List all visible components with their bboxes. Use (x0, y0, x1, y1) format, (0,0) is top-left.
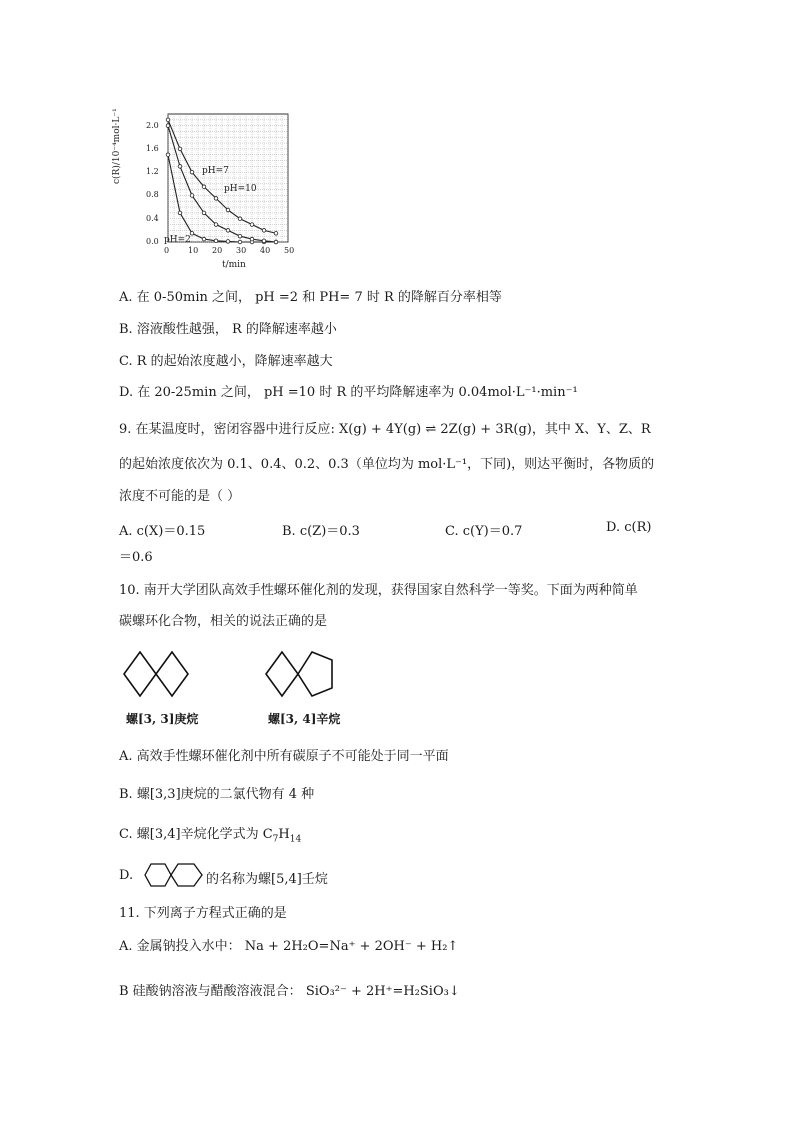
data-point-pH=10 (190, 170, 194, 174)
spiro-3-3-caption: 螺[3, 3]庚烷 (126, 712, 199, 726)
data-point-pH=10 (238, 217, 242, 221)
annotation-ph7: pH=7 (202, 166, 229, 176)
y-tick-label: 0.4 (146, 213, 159, 223)
x-tick-label: 40 (260, 246, 271, 255)
data-point-pH=7 (262, 239, 266, 243)
data-point-pH=10 (226, 208, 230, 212)
q9-option-d: D. c(R) (606, 520, 652, 535)
data-point-pH=7 (274, 240, 278, 244)
q8-option-b: B. 溶液酸性越强， R 的降解速率越小 (119, 322, 337, 337)
q10-option-d-text: 的名称为螺[5,4]壬烷 (206, 872, 328, 887)
y-tick-label: 2.0 (146, 120, 159, 130)
data-point-pH=2 (202, 237, 206, 241)
data-point-pH=10 (202, 185, 206, 189)
spiro-3-3-heptane-structure (120, 646, 196, 702)
y-axis-label: c(R)/10⁻⁴mol·L⁻¹ (112, 108, 122, 184)
data-point-pH=7 (166, 124, 170, 128)
spiro-5-4-nonane-structure (142, 860, 206, 890)
q9-option-a: A. c(X)＝0.15 (119, 524, 206, 539)
degradation-chart (112, 104, 298, 274)
q10-option-b: B. 螺[3,3]庚烷的二氯代物有 4 种 (119, 787, 315, 802)
y-tick-label: 0.8 (146, 190, 159, 200)
q8-option-a: A. 在 0-50min 之间， pH =2 和 PH= 7 时 R 的降解百分率相等 (119, 290, 502, 305)
q10-option-c-h: H (278, 827, 290, 842)
data-point-pH=7 (178, 165, 182, 169)
x-tick-label: 20 (212, 246, 223, 255)
x-axis-label: t/min (222, 260, 246, 270)
chart-svg (118, 104, 298, 274)
q11-stem: 11. 下列离子方程式正确的是 (119, 906, 287, 921)
q9-option-d-cont: ＝0.6 (119, 550, 153, 565)
data-point-pH=7 (226, 229, 230, 233)
x-tick-label: 0 (164, 246, 170, 255)
data-point-pH=2 (238, 240, 242, 244)
data-point-pH=7 (190, 194, 194, 198)
q10-option-c-text: C. 螺[3,4]辛烷化学式为 C (119, 827, 273, 842)
q9-stem-line3: 浓度不可能的是（ ） (119, 489, 241, 504)
q10-option-d-label: D. (119, 868, 134, 883)
data-point-pH=7 (214, 223, 218, 227)
q11-option-a: A. 金属钠投入水中： Na + 2H₂O=Na⁺ + 2OH⁻ + H₂↑ (119, 939, 459, 954)
q11-option-b: B 硅酸钠溶液与醋酸溶液混合： SiO₃²⁻ + 2H⁺=H₂SiO₃↓ (119, 984, 460, 999)
q9-option-b: B. c(Z)＝0.3 (282, 524, 360, 539)
data-point-pH=10 (250, 223, 254, 227)
data-point-pH=2 (178, 211, 182, 215)
y-tick-label: 1.6 (146, 143, 159, 153)
data-point-pH=7 (202, 211, 206, 215)
q10-stem-line2: 碳螺环化合物，相关的说法正确的是 (119, 614, 328, 629)
y-tick-label: 0.0 (146, 237, 159, 246)
q9-stem-line1: 9. 在某温度时，密闭容器中进行反应: X(g) + 4Y(g) ⇌ 2Z(g) + 3R(g)，其中 X、Y、Z、R (119, 422, 651, 437)
data-point-pH=2 (226, 240, 230, 244)
x-tick-label: 10 (188, 246, 199, 255)
data-point-pH=10 (274, 231, 278, 235)
data-point-pH=2 (214, 239, 218, 243)
data-point-pH=7 (250, 237, 254, 241)
spiro-3-4-caption: 螺[3, 4]辛烷 (268, 712, 341, 726)
q10-option-c (119, 826, 301, 849)
x-tick-label: 30 (236, 246, 247, 255)
data-point-pH=10 (166, 118, 170, 122)
annotation-ph2: pH=2 (164, 235, 191, 245)
data-point-pH=2 (166, 153, 170, 157)
q10-option-c-sub1: 7 (272, 834, 279, 845)
q10-stem-line1: 10. 南开大学团队高效手性螺环催化剂的发现，获得国家自然科学一等奖。下面为两种简单 (119, 583, 638, 598)
q10-option-a: A. 高效手性螺环催化剂中所有碳原子不可能处于同一平面 (119, 749, 449, 764)
q9-option-c: C. c(Y)＝0.7 (445, 524, 523, 539)
q9-stem-line2: 的起始浓度依次为 0.1、0.4、0.2、0.3（单位均为 mol·L⁻¹，下同)，则达平衡时，各物质的 (119, 457, 655, 472)
q10-option-c-sub2: 14 (289, 834, 302, 845)
data-point-pH=7 (238, 234, 242, 238)
annotation-ph10: pH=10 (224, 184, 257, 194)
spiro-3-4-octane-structure (262, 646, 342, 702)
q8-option-c: C. R 的起始浓度越小，降解速率越大 (119, 354, 333, 369)
data-point-pH=10 (214, 197, 218, 201)
x-tick-label: 50 (284, 246, 295, 255)
data-point-pH=10 (262, 229, 266, 233)
q8-option-d: D. 在 20-25min 之间， pH =10 时 R 的平均降解速率为 0.04mol·L⁻¹·min⁻¹ (119, 385, 578, 400)
y-tick-label: 1.2 (146, 167, 159, 177)
data-point-pH=10 (178, 147, 182, 151)
